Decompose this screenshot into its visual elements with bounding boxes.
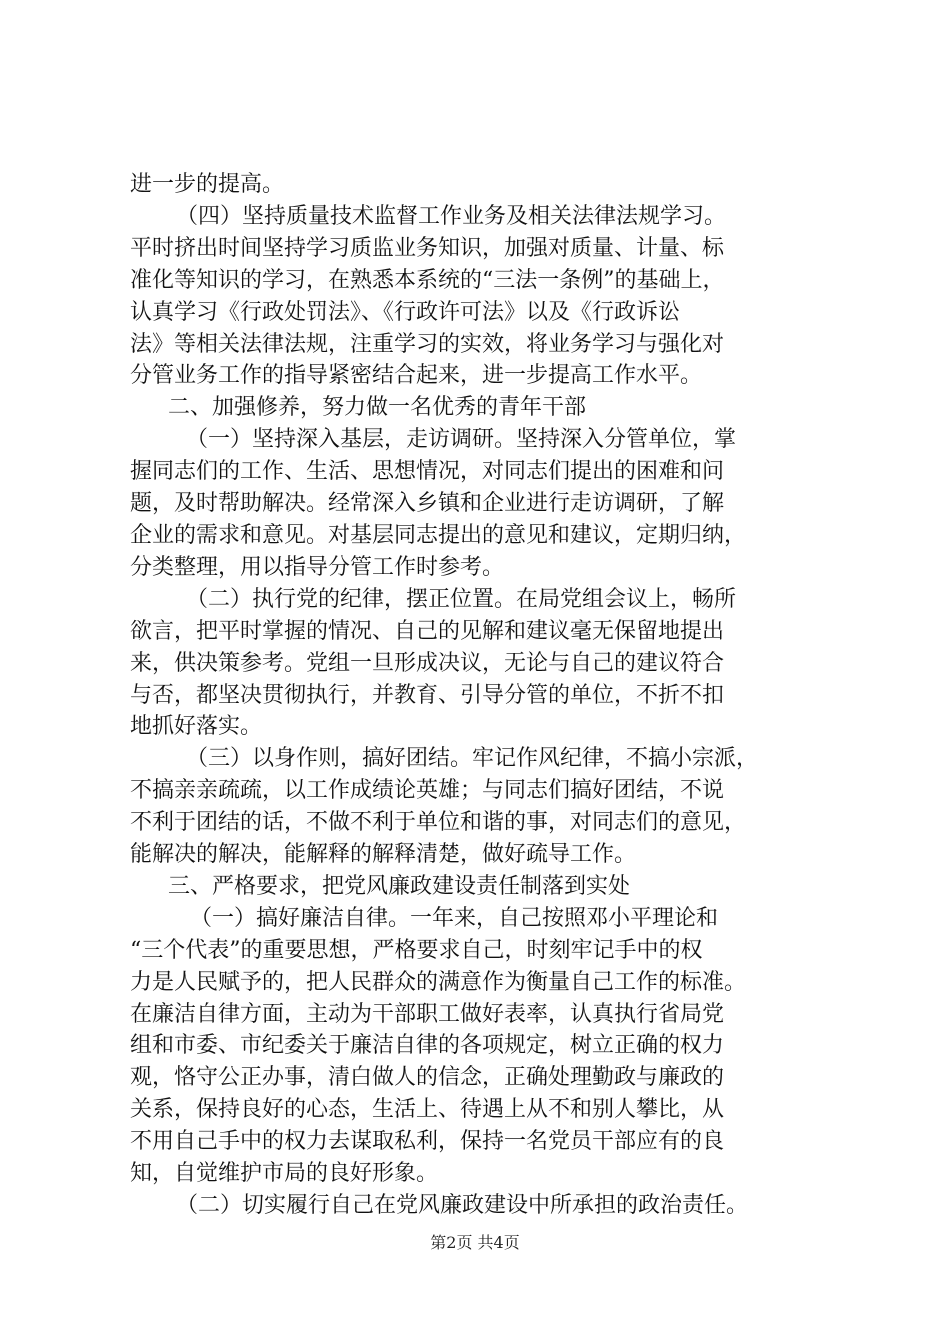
body-line: 认真学习《行政处罚法》、《行政许可法》以及《行政诉讼	[130, 300, 681, 325]
body-line: 不搞亲亲疏疏，以工作成绩论英雄；与同志们搞好团结，不说	[130, 778, 725, 803]
page-footer: 第2页 共4页	[430, 1233, 520, 1252]
body-line: 欲言，把平时掌握的情况、自己的见解和建议毫无保留地提出	[130, 619, 725, 644]
section-heading: （二）切实履行自己在党风廉政建设中所承担的政治责任。	[176, 1193, 749, 1218]
section-heading: （四）坚持质量技术监督工作业务及相关法律法规学习。	[176, 204, 727, 229]
body-line: 平时挤出时间坚持学习质监业务知识，加强对质量、计量、标	[130, 236, 725, 261]
body-line: 观，恪守公正办事，清白做人的信念，正确处理勤政与廉政的	[130, 1065, 725, 1090]
section-heading: 二、加强修养，努力做一名优秀的青年干部	[168, 395, 587, 420]
body-line: 题，及时帮助解决。经常深入乡镇和企业进行走访调研，了解	[130, 491, 725, 516]
body-line: 在廉洁自律方面，主动为干部职工做好表率，认真执行省局党	[130, 1002, 725, 1027]
body-line: 分管业务工作的指导紧密结合起来，进一步提高工作水平。	[130, 363, 703, 388]
body-line: 不用自己手中的权力去谋取私利，保持一名党员干部应有的良	[130, 1129, 725, 1154]
body-line: 法》等相关法律法规，注重学习的实效，将业务学习与强化对	[130, 332, 725, 357]
body-line: 知，自觉维护市局的良好形象。	[130, 1161, 439, 1186]
body-line: “三个代表”的重要思想，严格要求自己，时刻牢记手中的权	[130, 938, 703, 963]
section-heading: （一）搞好廉洁自律。一年来，自己按照邓小平理论和	[190, 906, 719, 931]
body-line: 来，供决策参考。党组一旦形成决议，无论与自己的建议符合	[130, 651, 725, 676]
body-line: 进一步的提高。	[130, 172, 285, 197]
section-heading: 三、严格要求，把党风廉政建设责任制落到实处	[168, 874, 631, 899]
body-line: 不利于团结的话，不做不利于单位和谐的事，对同志们的意见，	[130, 810, 747, 835]
body-line: 组和市委、市纪委关于廉洁自律的各项规定，树立正确的权力	[130, 1033, 725, 1058]
body-line: 能解决的解决，能解释的解释清楚，做好疏导工作。	[130, 842, 637, 867]
body-line: 力是人民赋予的，把人民群众的满意作为衡量自己工作的标准。	[130, 970, 747, 995]
body-line: 关系，保持良好的心态，生活上、待遇上从不和别人攀比，从	[130, 1097, 725, 1122]
body-line: 分类整理，用以指导分管工作时参考。	[130, 555, 505, 580]
section-heading: （二）执行党的纪律，摆正位置。在局党组会议上，畅所	[186, 587, 737, 612]
body-line: 地抓好落实。	[130, 714, 263, 739]
body-line: 企业的需求和意见。对基层同志提出的意见和建议，定期归纳，	[130, 523, 747, 548]
section-heading: （一）坚持深入基层，走访调研。坚持深入分管单位，掌	[186, 427, 737, 452]
body-line: 与否，都坚决贯彻执行，并教育、引导分管的单位，不折不扣	[130, 683, 725, 708]
body-line: 握同志们的工作、生活、思想情况，对同志们提出的困难和问	[130, 459, 725, 484]
section-heading: （三）以身作则，搞好团结。牢记作风纪律，不搞小宗派，	[186, 746, 759, 771]
body-line: 准化等知识的学习，在熟悉本系统的“三法一条例”的基础上，	[130, 268, 725, 293]
